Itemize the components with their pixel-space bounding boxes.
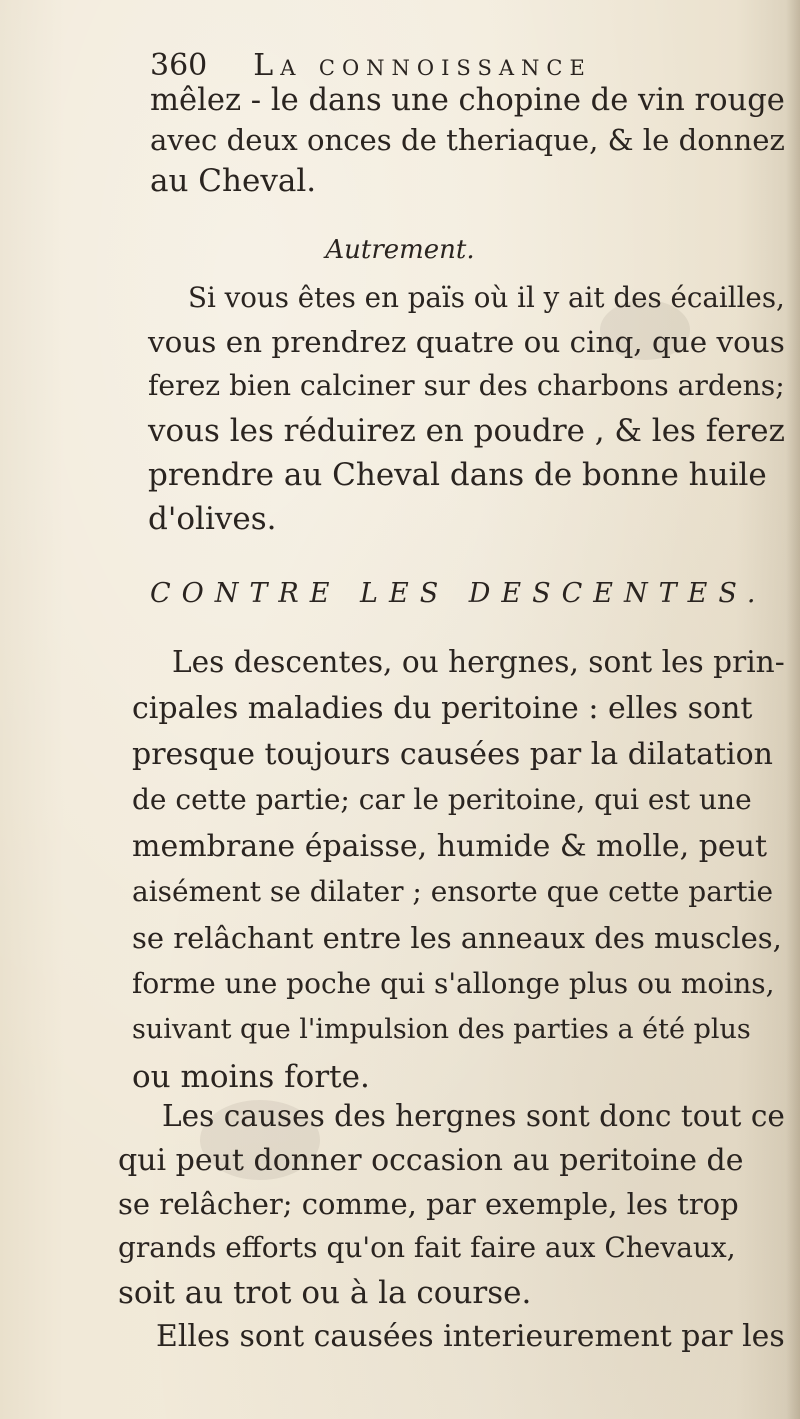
text-line: se relâchant entre les anneaux des muscles, [132,921,782,955]
text-line: qui peut donner occasion au peritoine de [118,1143,744,1178]
text-line: soit au trot ou à la course. [118,1275,532,1311]
text-line: Les causes des hergnes sont donc tout ce [162,1099,785,1133]
text-line: se relâcher; comme, par exemple, les trop [118,1187,739,1221]
text-line: au Cheval. [150,163,317,199]
text-line: avec deux onces de theriaque, & le donnez [150,123,785,157]
page-number: 360 [150,48,208,83]
page-edge-shadow [786,0,800,1419]
text-line: aisément se dilater ; ensorte que cette partie [132,875,774,908]
text-line: ou moins forte. [132,1059,370,1095]
text-line: d'olives. [148,501,277,537]
text-line: mêlez - le dans une chopine de vin rouge [150,83,785,118]
text-line: forme une poche qui s'allonge plus ou moins, [132,967,775,1000]
running-title: La connoissance [253,48,592,83]
text-line: grands efforts qu'on fait faire aux Chevaux, [118,1231,736,1264]
text-line: Elles sont causées interieurement par les [156,1319,785,1354]
subheading: Autrement. [325,235,475,265]
text-line: suivant que l'impulsion des parties a été plus [132,1014,751,1045]
text-line: ferez bien calciner sur des charbons ardens; [148,369,785,402]
text-line: vous les réduirez en poudre , & les ferez [148,413,785,449]
text-line: Si vous êtes en païs où il y ait des écailles, [188,281,785,314]
text-line: membrane épaisse, humide & molle, peut [132,829,768,864]
section-heading: CONTRE LES DESCENTES. [150,578,767,609]
text-line: de cette partie; car le peritoine, qui est une [132,783,752,816]
text-line: vous en prendrez quatre ou cinq, que vous [148,325,785,359]
running-head [150,48,592,83]
text-line: Les descentes, ou hergnes, sont les prin- [172,645,785,679]
text-line: cipales maladies du peritoine : elles sont [132,691,753,726]
text-line: prendre au Cheval dans de bonne huile [148,457,767,493]
text-line: presque toujours causées par la dilatation [132,737,773,772]
